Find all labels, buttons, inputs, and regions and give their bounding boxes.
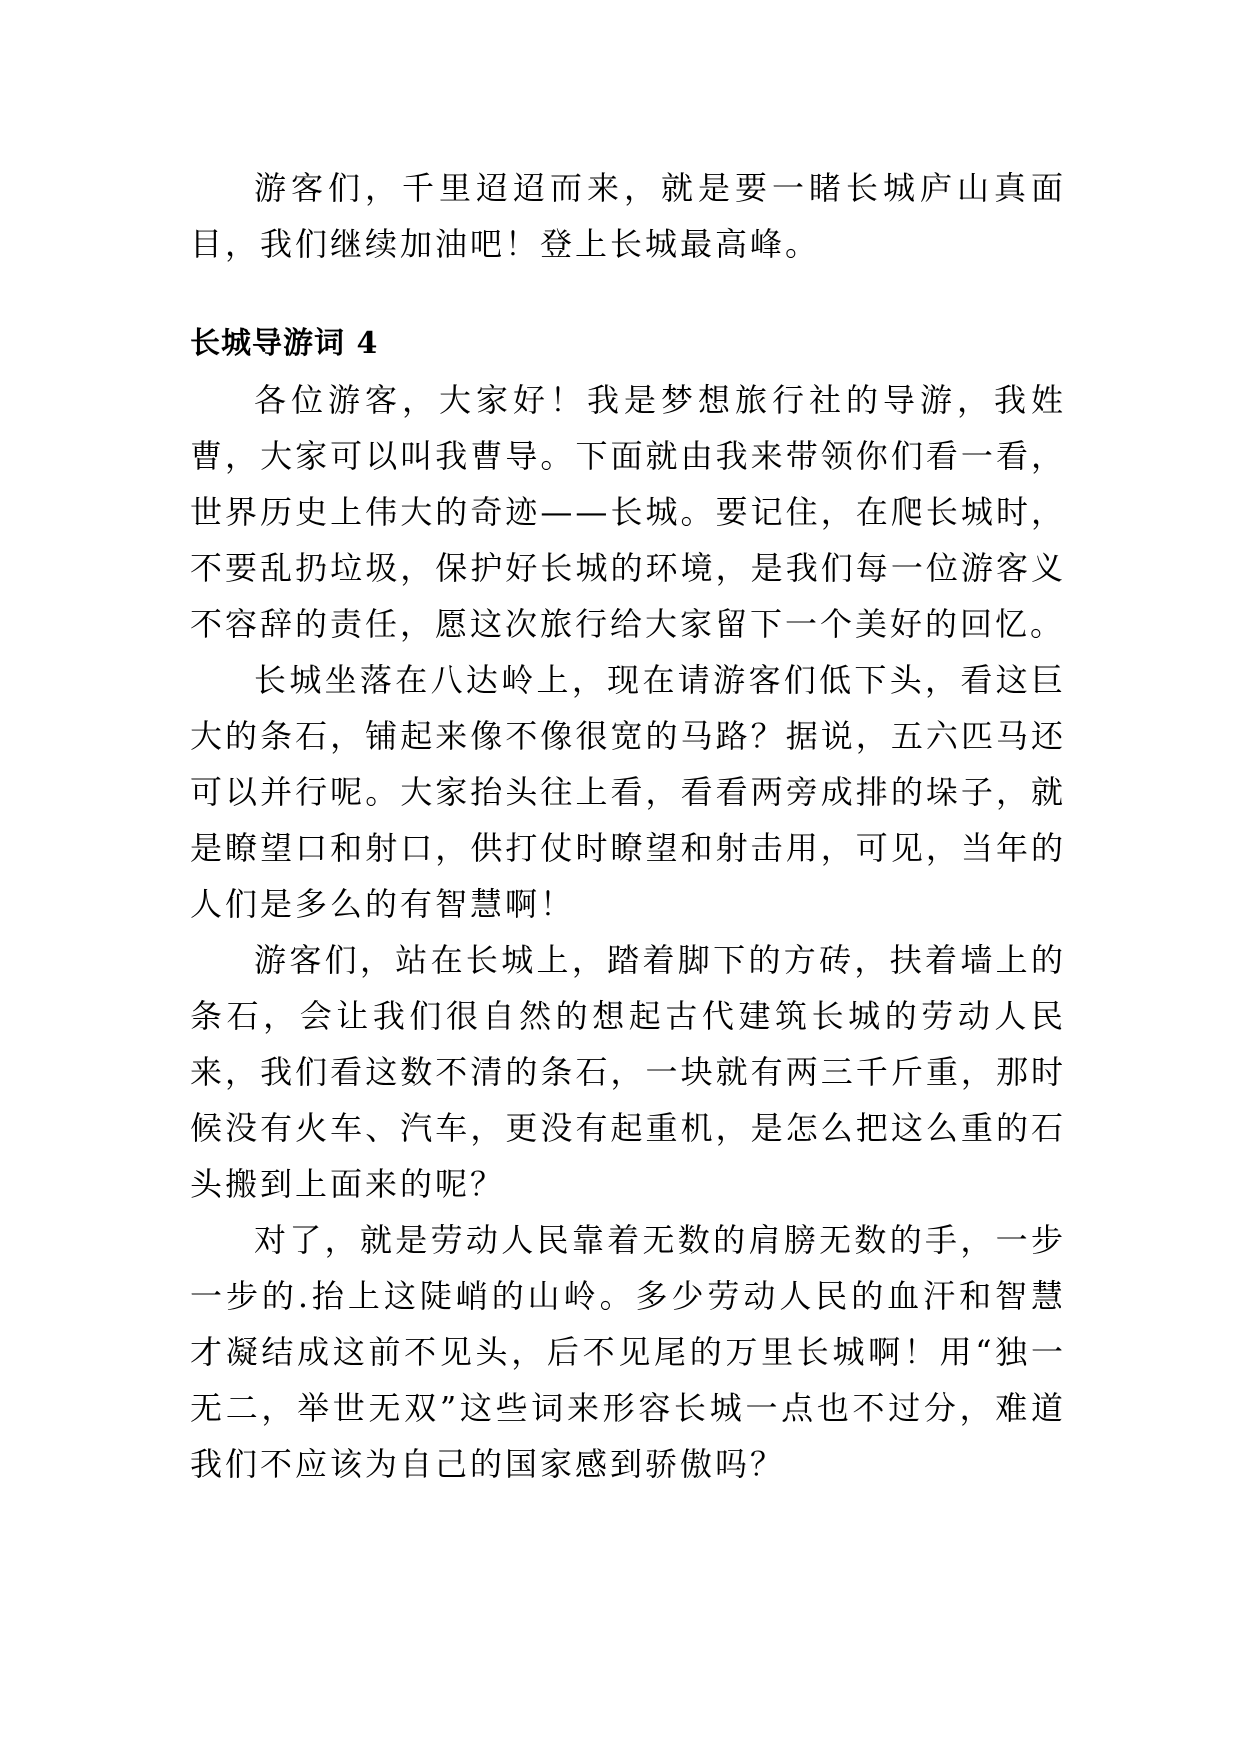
section-title: 长城导游词 4 xyxy=(190,326,379,361)
body-paragraph: 游客们，站在长城上，踏着脚下的方砖，扶着墙上的条石，会让我们很自然的想起古代建筑长城的劳动人民来，我们看这数不清的条石，一块就有两三千斤重，那时候没有火车、汽车，更没有起重机，是怎么把这么重的石头搬到上面来的呢？ xyxy=(190,941,1066,1203)
intro-paragraph: 游客们，千里迢迢而来，就是要一睹长城庐山真面目，我们继续加油吧！登上长城最高峰。 xyxy=(190,169,1066,263)
body-paragraph: 对了，就是劳动人民靠着无数的肩膀无数的手，一步一步的.抬上这陡峭的山岭。多少劳动人民的血汗和智慧才凝结成这前不见头，后不见尾的万里长城啊！用“独一无二，举世无双”这些词来形容长城一点也不过分，难道我们不应该为自己的国家感到骄傲吗？ xyxy=(190,1221,1066,1483)
document-body xyxy=(190,160,1066,1492)
body-paragraph: 长城坐落在八达岭上，现在请游客们低下头，看这巨大的条石，铺起来像不像很宽的马路？据说，五六匹马还可以并行呢。大家抬头往上看，看看两旁成排的垛子，就是瞭望口和射口，供打仗时瞭望和射击用，可见，当年的人们是多么的有智慧啊！ xyxy=(190,661,1066,923)
body-paragraph: 各位游客，大家好！我是梦想旅行社的导游，我姓曹，大家可以叫我曹导。下面就由我来带领你们看一看，世界历史上伟大的奇迹——长城。要记住，在爬长城时，不要乱扔垃圾，保护好长城的环境，是我们每一位游客义不容辞的责任，愿这次旅行给大家留下一个美好的回忆。 xyxy=(190,381,1066,643)
section-gap xyxy=(190,272,1066,316)
